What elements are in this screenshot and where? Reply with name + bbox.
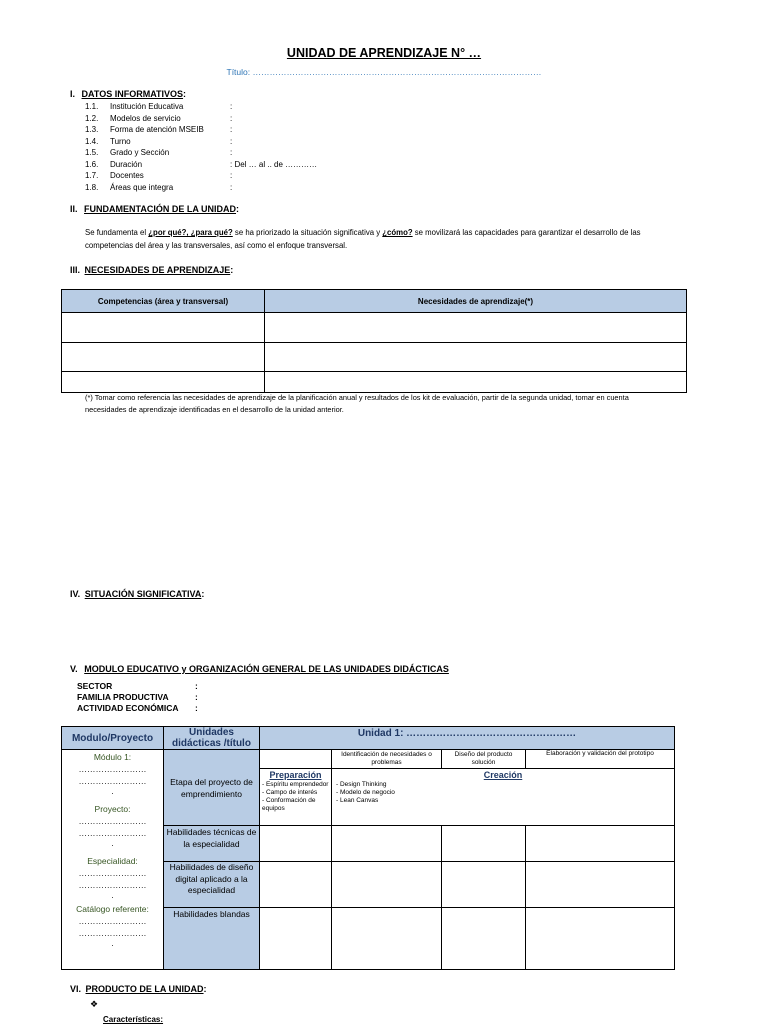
table-cell[interactable] — [265, 372, 687, 393]
item-number: 1.8. — [85, 182, 99, 192]
table-cell[interactable] — [265, 343, 687, 372]
item-value: : — [230, 102, 233, 111]
paragraph-text: Se fundamenta el — [85, 228, 149, 237]
table-cell[interactable] — [62, 343, 265, 372]
item-number: 1.7. — [85, 171, 99, 180]
section-4-number: IV. — [70, 589, 81, 599]
item-label: Forma de atención MSEIB — [110, 125, 204, 134]
paragraph-text: competencias del área y las transversales, así como el enfoque transversal. — [85, 241, 348, 250]
necesidades-note — [85, 392, 715, 416]
column-header-modulo: Modulo/Proyecto — [62, 727, 164, 750]
caracteristicas-label: Características: — [103, 1015, 164, 1024]
row-label-habilidades-tecnicas: Habilidades técnicas de la especialidad — [164, 826, 260, 862]
creacion-item: - Lean Canvas — [336, 797, 379, 804]
sector-fields — [77, 681, 277, 714]
proyecto-label: Proyecto: — [94, 804, 131, 814]
table-row — [62, 372, 687, 393]
field-label: FAMILIA PRODUCTIVA — [77, 692, 169, 702]
preparacion-title: Preparación — [269, 770, 322, 780]
field-row — [77, 692, 277, 703]
field-row — [77, 681, 277, 692]
section-1-number: I. — [70, 89, 76, 99]
section-1-heading — [70, 89, 186, 99]
creacion-title: Creación — [483, 770, 523, 780]
section-3-heading — [70, 265, 233, 275]
section-4-title: SITUACIÓN SIGNIFICATIVA — [84, 589, 202, 599]
section-1-title: DATOS INFORMATIVOS — [81, 89, 184, 99]
modulo-info-cell — [62, 750, 164, 970]
item-label: Institución Educativa — [110, 102, 184, 111]
table-cell[interactable] — [526, 908, 675, 970]
field-value: : — [195, 681, 198, 691]
column-header: Necesidades de aprendizaje(*) — [265, 290, 687, 313]
row-label-habilidades-diseno: Habilidades de diseño digital aplicado a la especialidad — [164, 862, 260, 908]
section-6-title: PRODUCTO DE LA UNIDAD — [85, 984, 204, 994]
dots-line: · — [111, 892, 114, 902]
column-header: Competencias (área y transversal) — [62, 290, 265, 313]
preparacion-item: - Conformación de equipos — [262, 797, 316, 812]
especialidad-label: Especialidad: — [87, 856, 138, 866]
dots-line: …………………… — [78, 816, 147, 826]
table-header-row — [62, 727, 675, 750]
table-cell[interactable] — [260, 862, 332, 908]
row-label-etapa: Etapa del proyecto de emprendimiento — [164, 750, 260, 826]
subheader-diseno: Diseño del producto solución — [442, 750, 526, 769]
item-label: Modelos de servicio — [110, 113, 181, 123]
item-value: : — [230, 113, 233, 123]
dots-line: …………………… — [78, 868, 147, 878]
dots-line: …………………… — [78, 764, 147, 774]
table-cell[interactable] — [526, 826, 675, 862]
section-5-heading — [70, 664, 449, 674]
item-value: : — [230, 182, 233, 192]
dots-line: …………………… — [78, 928, 147, 938]
item-number: 1.3. — [85, 125, 99, 134]
preparacion-cell[interactable] — [260, 769, 332, 826]
creacion-item: - Modelo de negocio — [336, 789, 395, 796]
table-header-row — [62, 290, 687, 313]
paragraph-text: se movilizará las capacidades para garantizar el desarrollo de las — [412, 228, 641, 237]
necesidades-table — [61, 289, 687, 393]
table-cell[interactable] — [260, 908, 332, 970]
organizacion-table — [61, 726, 675, 970]
item-value: : — [230, 125, 233, 134]
item-number: 1.2. — [85, 113, 99, 123]
item-number: 1.6. — [85, 159, 99, 169]
section-2-number: II. — [70, 204, 78, 214]
creacion-item: - Design Thinking — [336, 781, 387, 788]
item-label: Docentes — [110, 171, 144, 180]
preparacion-item: - Campo de interés — [262, 789, 318, 796]
modulo-label: Módulo 1: — [93, 752, 132, 762]
section-2-colon: : — [236, 204, 240, 214]
paragraph-text: se ha priorizado la situación significativa y — [232, 228, 383, 237]
table-cell[interactable] — [62, 372, 265, 393]
section-5-title: MODULO EDUCATIVO y ORGANIZACIÓN GENERAL DE LAS UNIDADES DIDÁCTICAS — [84, 664, 449, 674]
section-3-title: NECESIDADES DE APRENDIZAJE — [84, 265, 231, 275]
field-row — [77, 703, 277, 714]
item-label: Áreas que integra — [110, 182, 174, 192]
preparacion-item: - Espíritu emprendedor — [262, 781, 329, 788]
table-subheader-row — [62, 750, 675, 769]
item-label: Grado y Sección — [110, 148, 170, 157]
section-4-colon: : — [201, 589, 205, 599]
table-cell[interactable] — [526, 862, 675, 908]
column-header-unidades: Unidades didácticas /título — [164, 727, 260, 750]
field-value: : — [195, 692, 198, 702]
diamond-bullet-icon: ❖ — [90, 999, 99, 1009]
section-2-heading — [70, 204, 239, 214]
dots-line: …………………… — [78, 776, 147, 786]
table-cell[interactable] — [442, 826, 526, 862]
item-number: 1.5. — [85, 148, 99, 157]
field-label: SECTOR — [77, 681, 113, 691]
document-subtitle: Título: ………………………………………………………………………………………… — [226, 67, 542, 77]
item-label: Duración — [110, 159, 143, 169]
section-1-colon: : — [183, 89, 187, 99]
dots-line: · — [111, 940, 114, 950]
creacion-cell[interactable] — [332, 769, 675, 826]
section-4-heading — [70, 589, 204, 599]
table-cell[interactable] — [332, 826, 442, 862]
section-6-number: VI. — [70, 984, 82, 994]
dots-line: …………………… — [78, 828, 147, 838]
section-3-colon: : — [230, 265, 234, 275]
item-value: : — [230, 171, 233, 180]
table-cell[interactable] — [265, 313, 687, 343]
note-line: necesidades de aprendizaje identificadas en el desarrollo de la unidad anterior. — [85, 405, 344, 414]
item-value: : Del … al .. de ………… — [230, 159, 318, 169]
subheader-identificacion: Identificación de necesidades o problemas — [332, 750, 442, 769]
subheader-elaboracion: Elaboración y validación del prototipo — [526, 750, 675, 769]
section-2-title: FUNDAMENTACIÓN DE LA UNIDAD — [84, 204, 237, 214]
section-5-number: V. — [70, 664, 78, 674]
row-label-habilidades-blandas: Habilidades blandas — [164, 908, 260, 970]
item-value: : — [230, 148, 233, 157]
table-cell[interactable] — [260, 826, 332, 862]
dots-line: · — [111, 788, 114, 798]
table-row — [62, 313, 687, 343]
table-cell[interactable] — [442, 908, 526, 970]
column-header-unidad-1: Unidad 1: …………………………………………… — [260, 727, 675, 750]
field-label: ACTIVIDAD ECONÓMICA — [77, 703, 179, 713]
section-6-heading — [70, 984, 207, 994]
table-cell[interactable] — [332, 862, 442, 908]
dots-line: · — [111, 840, 114, 850]
section-3-number: III. — [70, 265, 81, 275]
table-cell[interactable] — [260, 750, 332, 769]
catalogo-label: Catálogo referente: — [76, 904, 149, 914]
field-value: : — [195, 703, 198, 713]
document-title: UNIDAD DE APRENDIZAJE N° … — [286, 46, 482, 60]
table-cell[interactable] — [62, 313, 265, 343]
item-label: Turno — [110, 136, 131, 146]
item-number: 1.1. — [85, 102, 99, 111]
item-number: 1.4. — [85, 136, 99, 146]
note-line: (*) Tomar como referencia las necesidades de aprendizaje de la planificación anual y resultados de los kit de evaluación, partir de la segunda unidad, tomar en cuenta — [85, 393, 629, 402]
item-value: : — [230, 136, 233, 146]
table-row — [62, 343, 687, 372]
dots-line: …………………… — [78, 880, 147, 890]
paragraph-emphasis: ¿por qué?, ¿para qué? — [148, 228, 233, 237]
section-6-colon: : — [203, 984, 207, 994]
dots-line: …………………… — [78, 916, 147, 926]
fundamentacion-paragraph — [85, 226, 685, 252]
table-cell[interactable] — [442, 862, 526, 908]
paragraph-emphasis: ¿cómo? — [382, 228, 413, 237]
table-cell[interactable] — [332, 908, 442, 970]
